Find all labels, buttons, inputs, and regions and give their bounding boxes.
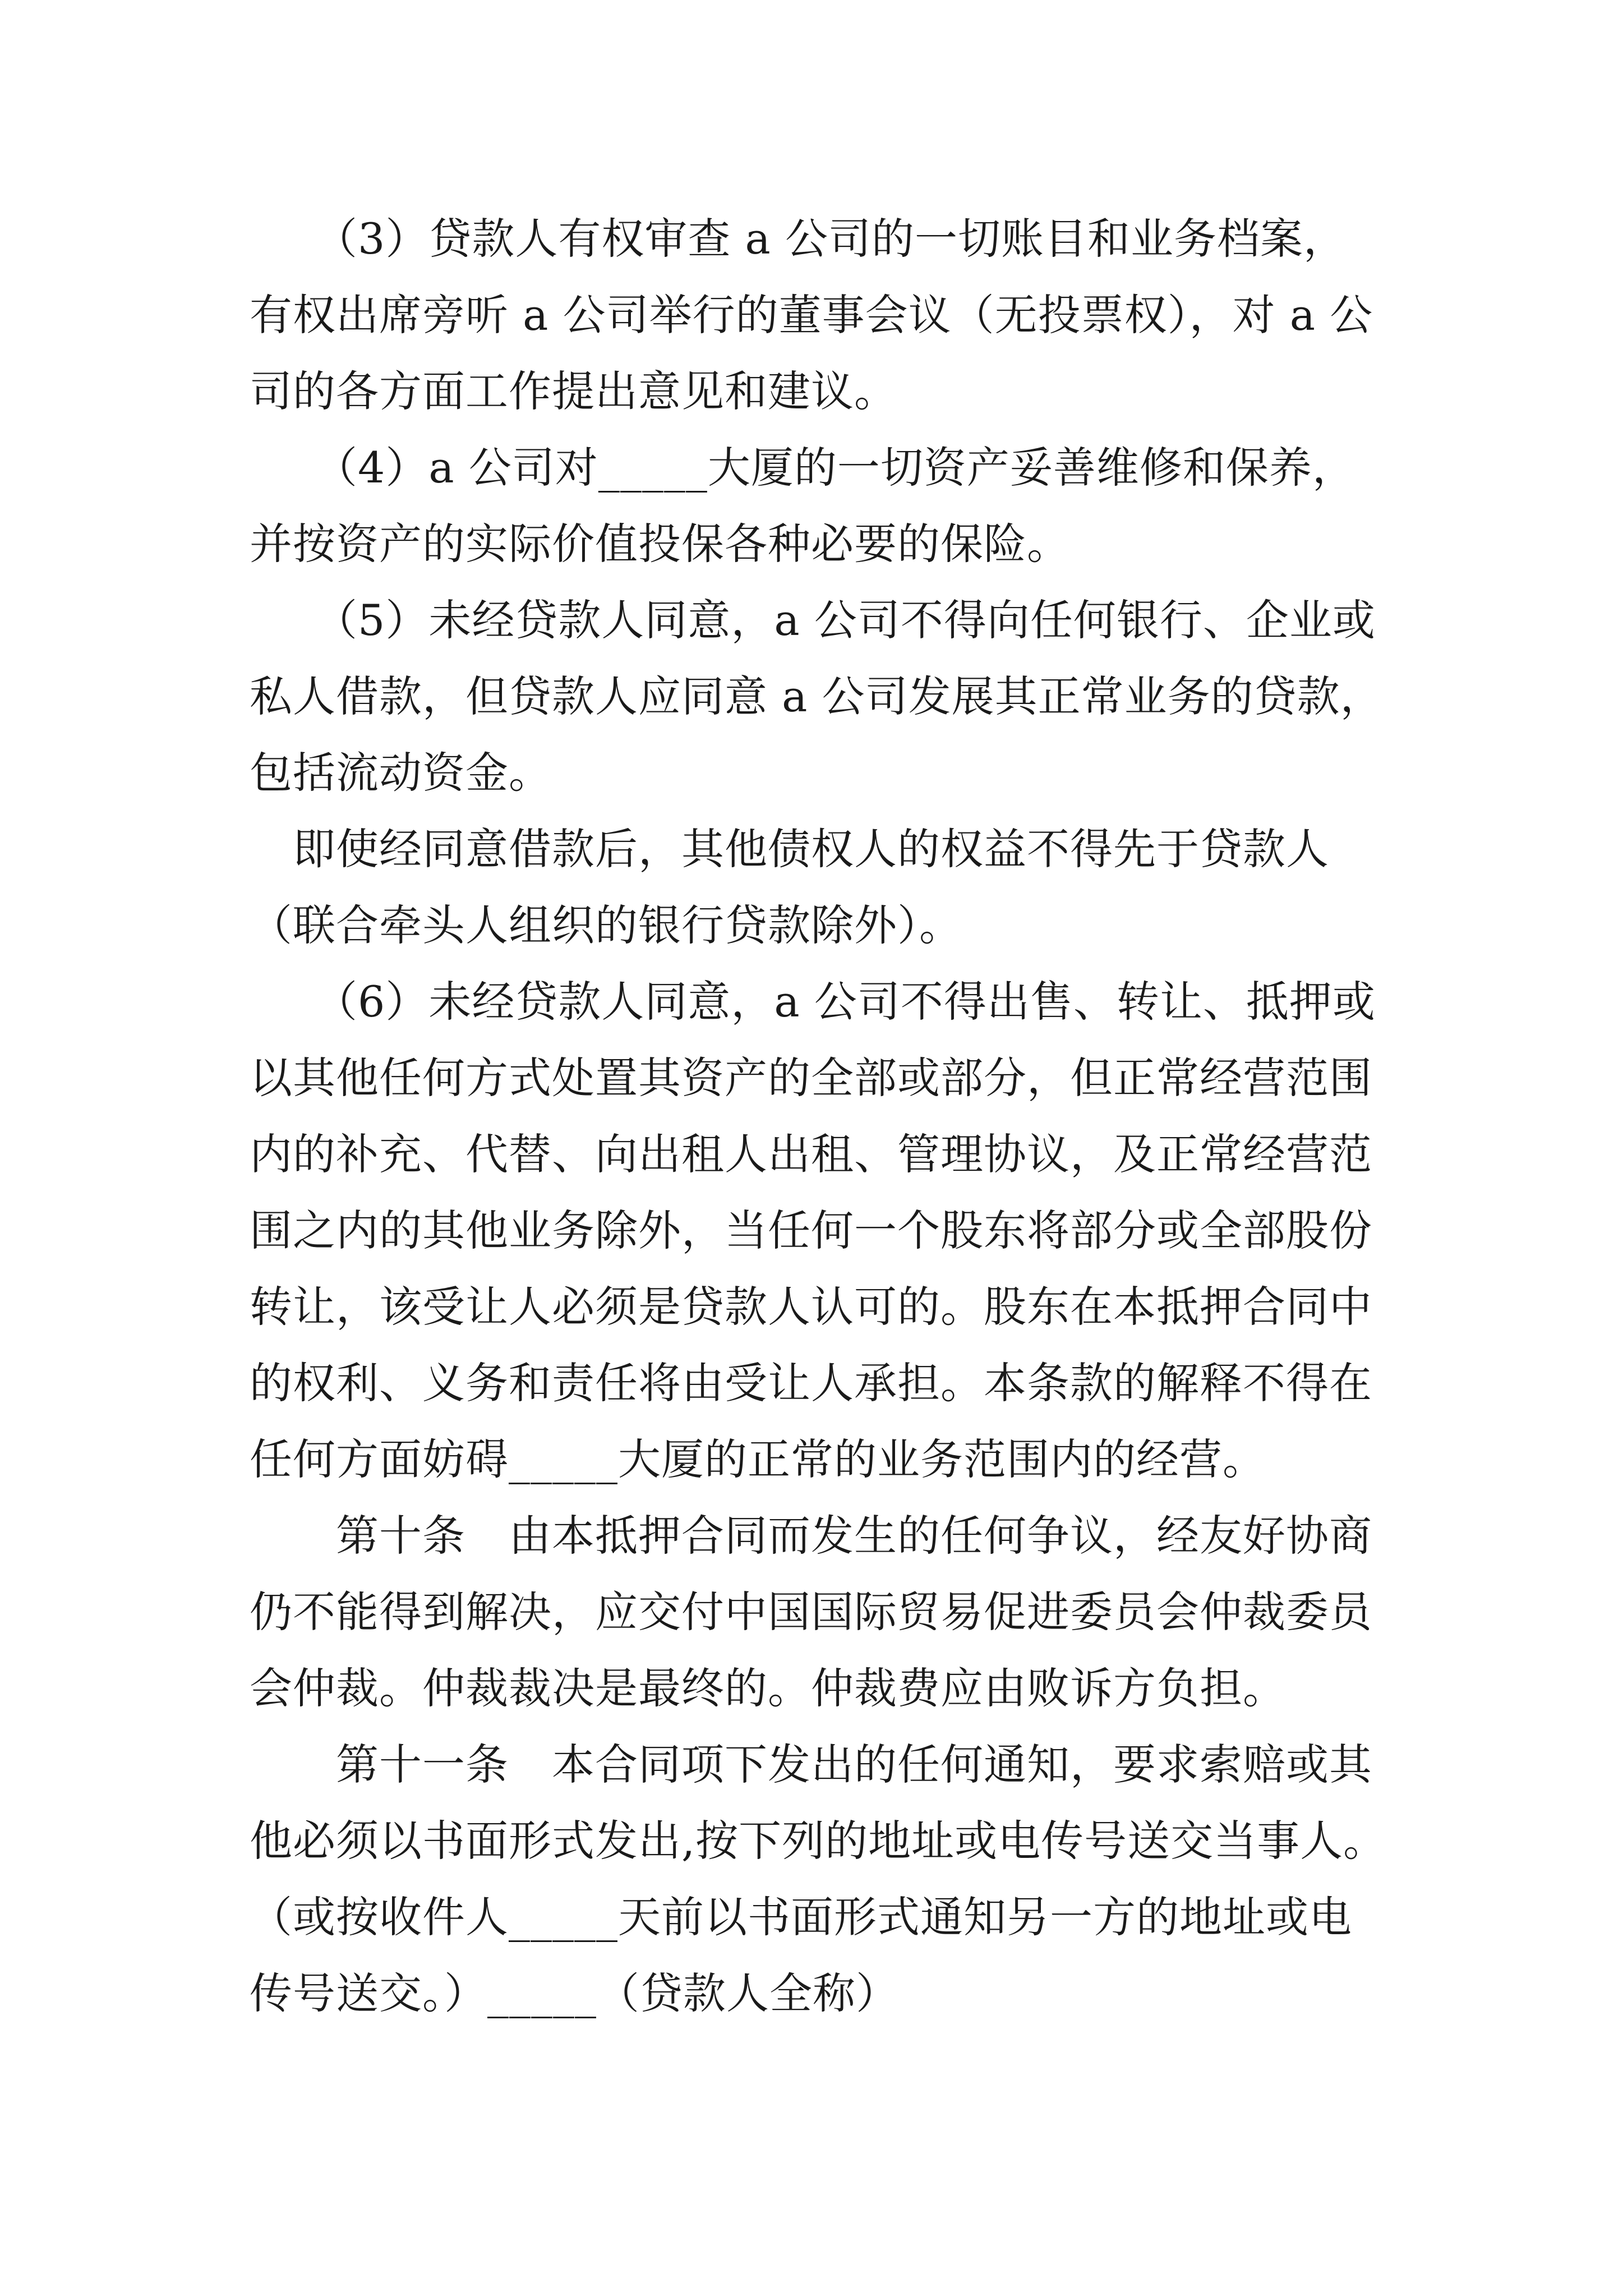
text-line: （3）贷款人有权审查 a 公司的一切账目和业务档案， (250, 214, 1347, 264)
text-line: （或按收件人_____天前以书面形式通知另一方的地址或电 (250, 1892, 1352, 1942)
text-line: 任何方面妨碍_____大厦的正常的业务范围内的经营。 (250, 1434, 1266, 1484)
text-line: 有权出席旁听 a 公司举行的董事会议（无投票权），对 a 公 (250, 290, 1373, 340)
text-line: 包括流动资金。 (250, 748, 552, 798)
text-line: 第十一条 本合同项下发出的任何通知，要求索赔或其 (250, 1740, 1372, 1789)
text-line: 并按资产的实际价值投保各种必要的保险。 (250, 519, 1070, 569)
text-line: 第十条 由本抵押合同而发生的任何争议，经友好协商 (250, 1511, 1372, 1561)
text-line: 仍不能得到解决，应交付中国国际贸易促进委员会仲裁委员 (250, 1587, 1372, 1637)
text-line: 以其他任何方式处置其资产的全部或部分，但正常经营范围 (250, 1053, 1372, 1103)
text-line: 会仲裁。仲裁裁决是最终的。仲裁费应由败诉方负担。 (250, 1663, 1286, 1713)
text-line: （6）未经贷款人同意，a 公司不得出售、转让、抵押或 (250, 977, 1376, 1027)
text-line: 他必须以书面形式发出,按下列的地址或电传号送交当事人。 (250, 1816, 1387, 1866)
text-line: 即使经同意借款后，其他债权人的权益不得先于贷款人 (250, 824, 1329, 874)
text-line: 围之内的其他业务除外，当任何一个股东将部分或全部股份 (250, 1205, 1372, 1255)
text-line: （4）a 公司对_____大厦的一切资产妥善维修和保养， (250, 443, 1355, 493)
text-line: 内的补充、代替、向出租人出租、管理协议，及正常经营范 (250, 1129, 1372, 1179)
document-body (250, 201, 1387, 2032)
text-line: 私人借款，但贷款人应同意 a 公司发展其正常业务的贷款， (250, 671, 1384, 721)
text-line: （5）未经贷款人同意，a 公司不得向任何银行、企业或 (250, 595, 1376, 645)
text-line: 转让，该受让人必须是贷款人认可的。股东在本抵押合同中 (250, 1282, 1372, 1332)
text-line: 司的各方面工作提出意见和建议。 (250, 366, 897, 416)
text-line: 传号送交。）_____（贷款人全称） (250, 1968, 899, 2018)
text-line: （联合牵头人组织的银行贷款除外）。 (250, 900, 962, 950)
text-line: 的权利、义务和责任将由受让人承担。本条款的解释不得在 (250, 1358, 1372, 1408)
